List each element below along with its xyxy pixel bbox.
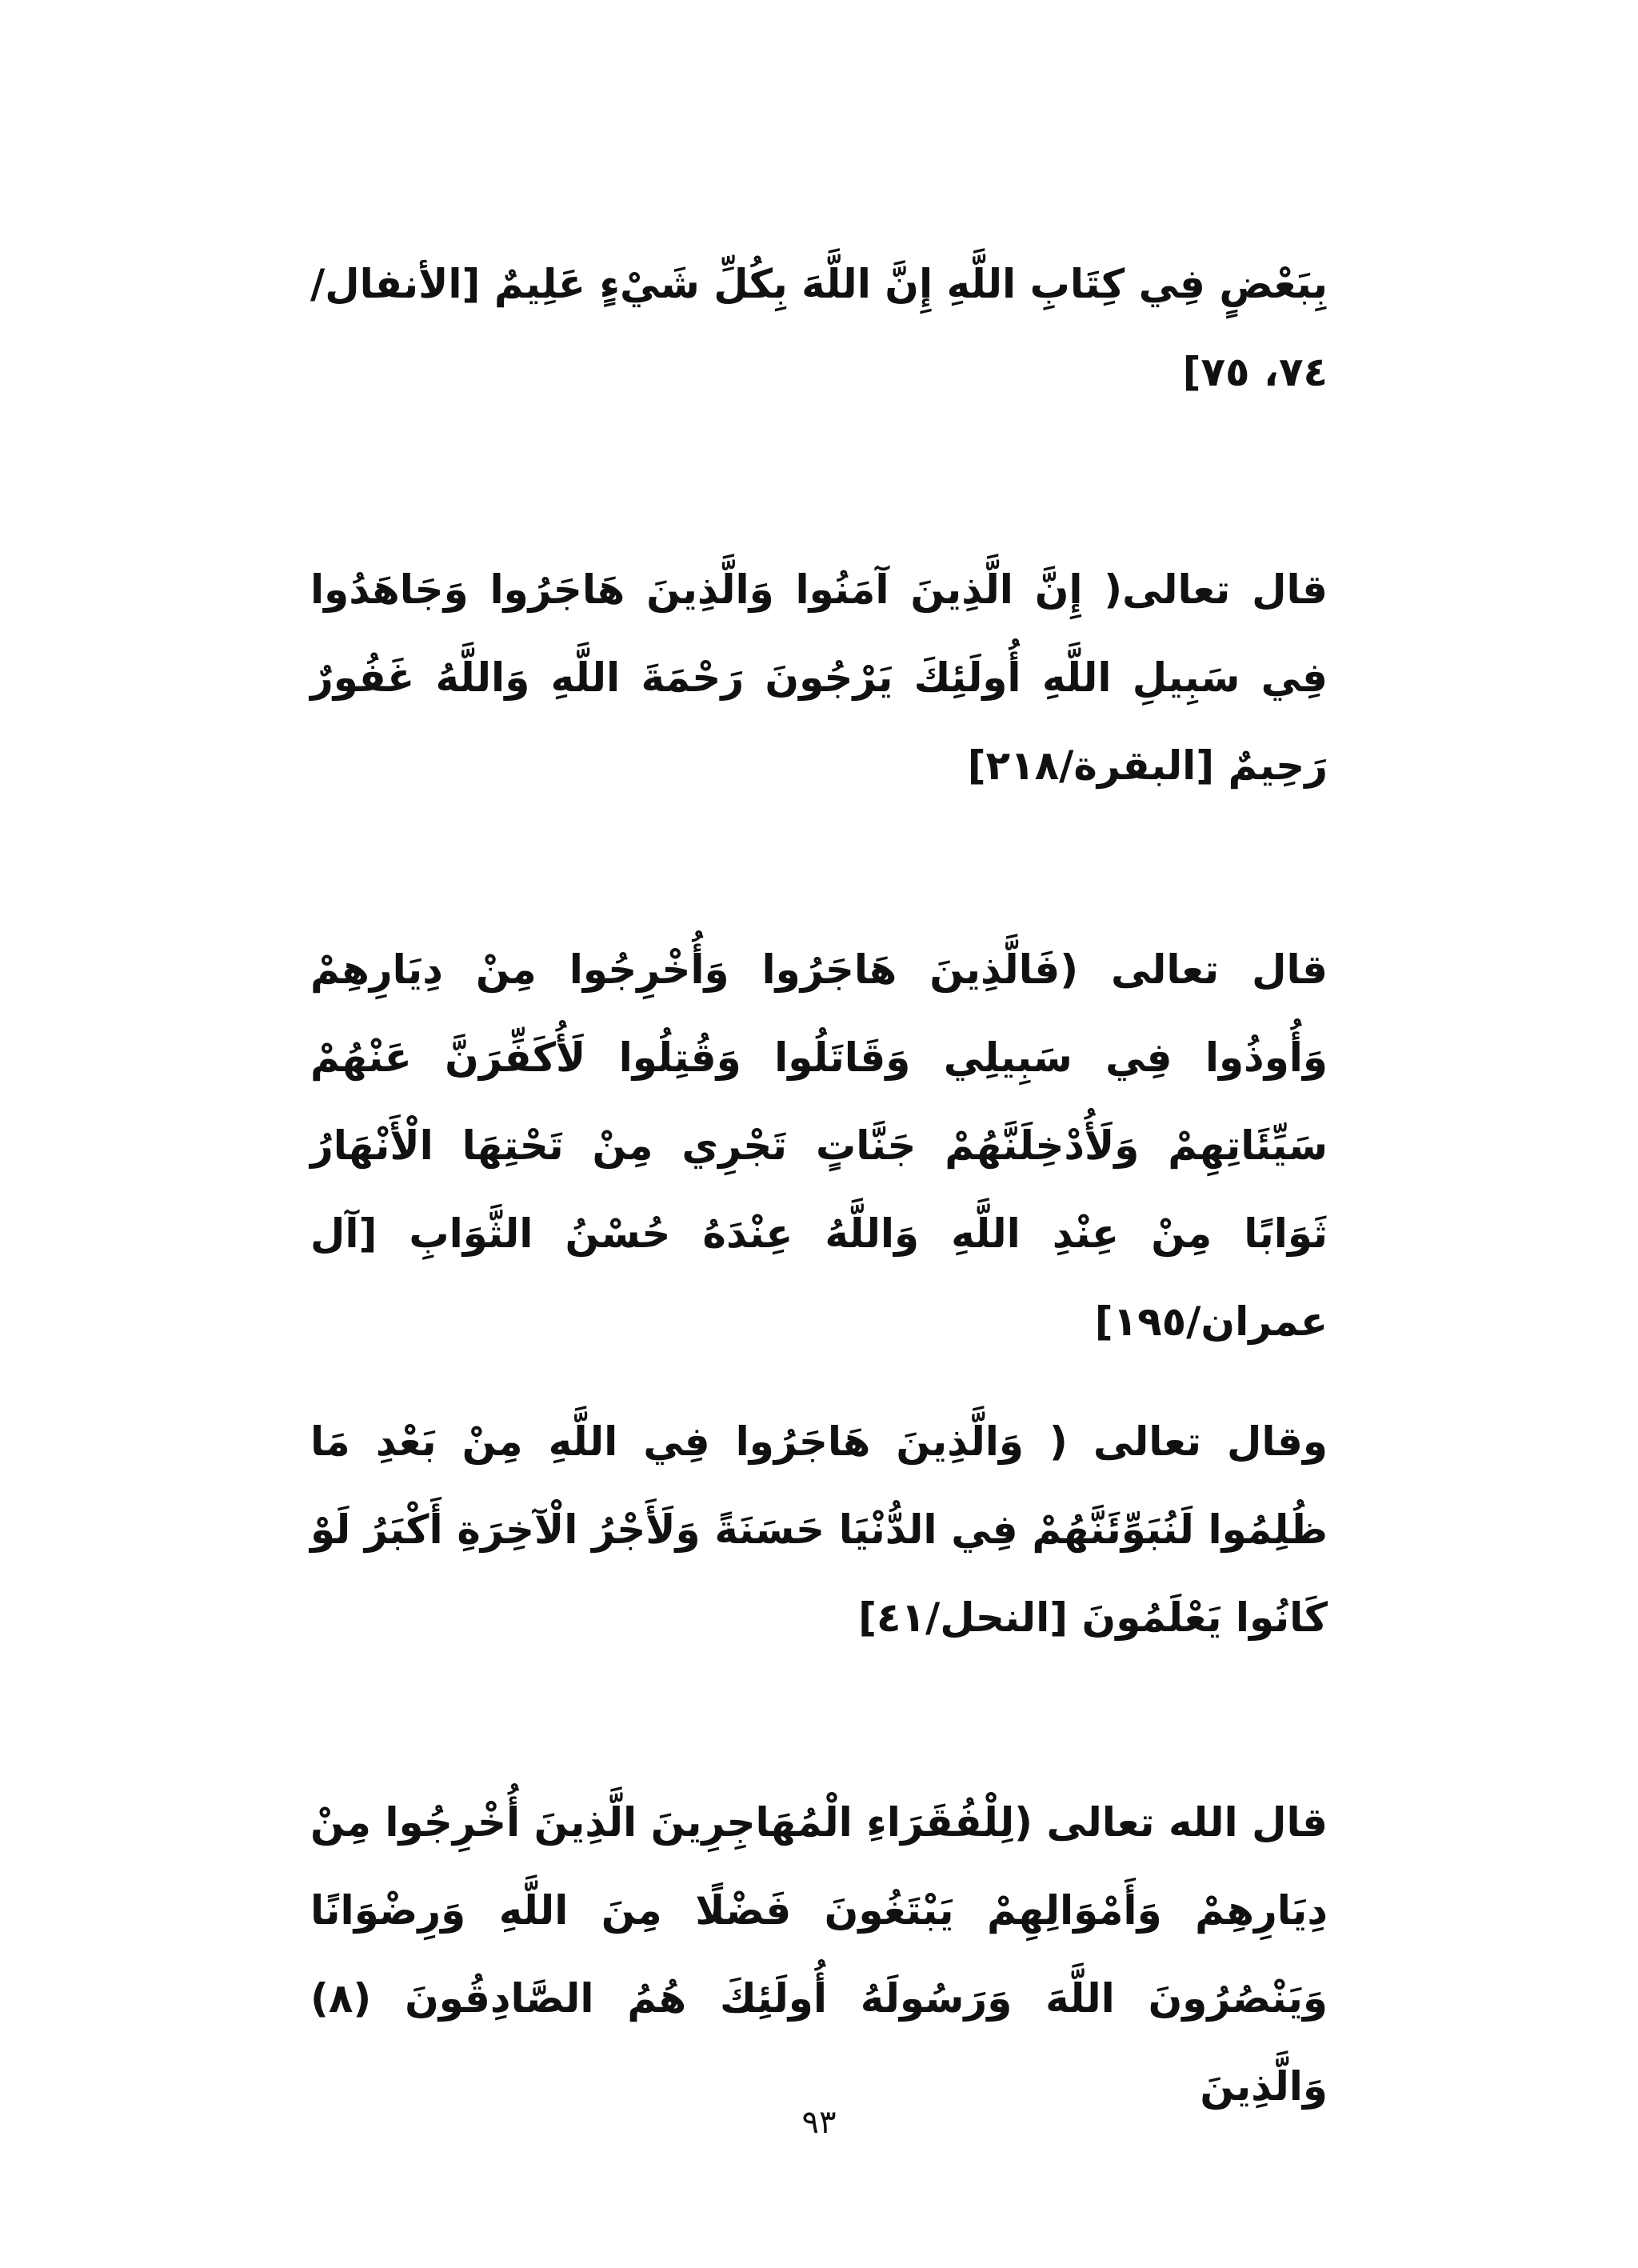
- quran-citation-nahl: [310, 1398, 1328, 1662]
- quran-citation-hashr: [310, 1778, 1328, 2130]
- page-number: ٩٣: [801, 2104, 837, 2141]
- quran-citation-anfal: [310, 240, 1328, 416]
- quran-citation-al-imran: [310, 926, 1328, 1366]
- quran-citation-baqara: [310, 546, 1328, 810]
- paragraph-text: قال تعالى( إِنَّ الَّذِينَ آمَنُوا وَالَّذِينَ هَاجَرُوا وَجَاهَدُوا فِي سَبِيلِ اللَّهِ أُولَئِكَ يَرْجُونَ رَحْمَةَ اللَّهِ وَاللَّهُ غَفُورٌ رَحِيمٌ [البقرة/٢١٨]: [310, 566, 1328, 789]
- paragraph-text: وقال تعالى ( وَالَّذِينَ هَاجَرُوا فِي اللَّهِ مِنْ بَعْدِ مَا ظُلِمُوا لَنُبَوِّئَنَّهُمْ فِي الدُّنْيَا حَسَنَةً وَلَأَجْرُ الْآخِرَةِ أَكْبَرُ لَوْ كَانُوا يَعْلَمُونَ [النحل/٤١]: [310, 1418, 1328, 1641]
- paragraph-text: بِبَعْضٍ فِي كِتَابِ اللَّهِ إِنَّ اللَّهَ بِكُلِّ شَيْءٍ عَلِيمٌ [الأنفال/٧٤، ٧٥]: [310, 261, 1328, 395]
- paragraph-text: قال تعالى (فَالَّذِينَ هَاجَرُوا وَأُخْرِجُوا مِنْ دِيَارِهِمْ وَأُوذُوا فِي سَبِيلِي وَقَاتَلُوا وَقُتِلُوا لَأُكَفِّرَنَّ عَنْهُمْ سَيِّئَاتِهِمْ وَلَأُدْخِلَنَّهُمْ جَنَّاتٍ تَجْرِي مِنْ تَحْتِهَا الْأَنْهَارُ ثَوَابًا مِنْ عِنْدِ اللَّهِ وَاللَّهُ عِنْدَهُ حُسْنُ الثَّوَابِ [آل عمران/١٩٥]: [310, 946, 1328, 1345]
- paragraph-text: قال الله تعالى (لِلْفُقَرَاءِ الْمُهَاجِرِينَ الَّذِينَ أُخْرِجُوا مِنْ دِيَارِهِمْ وَأَمْوَالِهِمْ يَبْتَغُونَ فَضْلًا مِنَ اللَّهِ وَرِضْوَانًا وَيَنْصُرُونَ اللَّهَ وَرَسُولَهُ أُولَئِكَ هُمُ الصَّادِقُونَ (٨) وَالَّذِينَ: [310, 1799, 1328, 2110]
